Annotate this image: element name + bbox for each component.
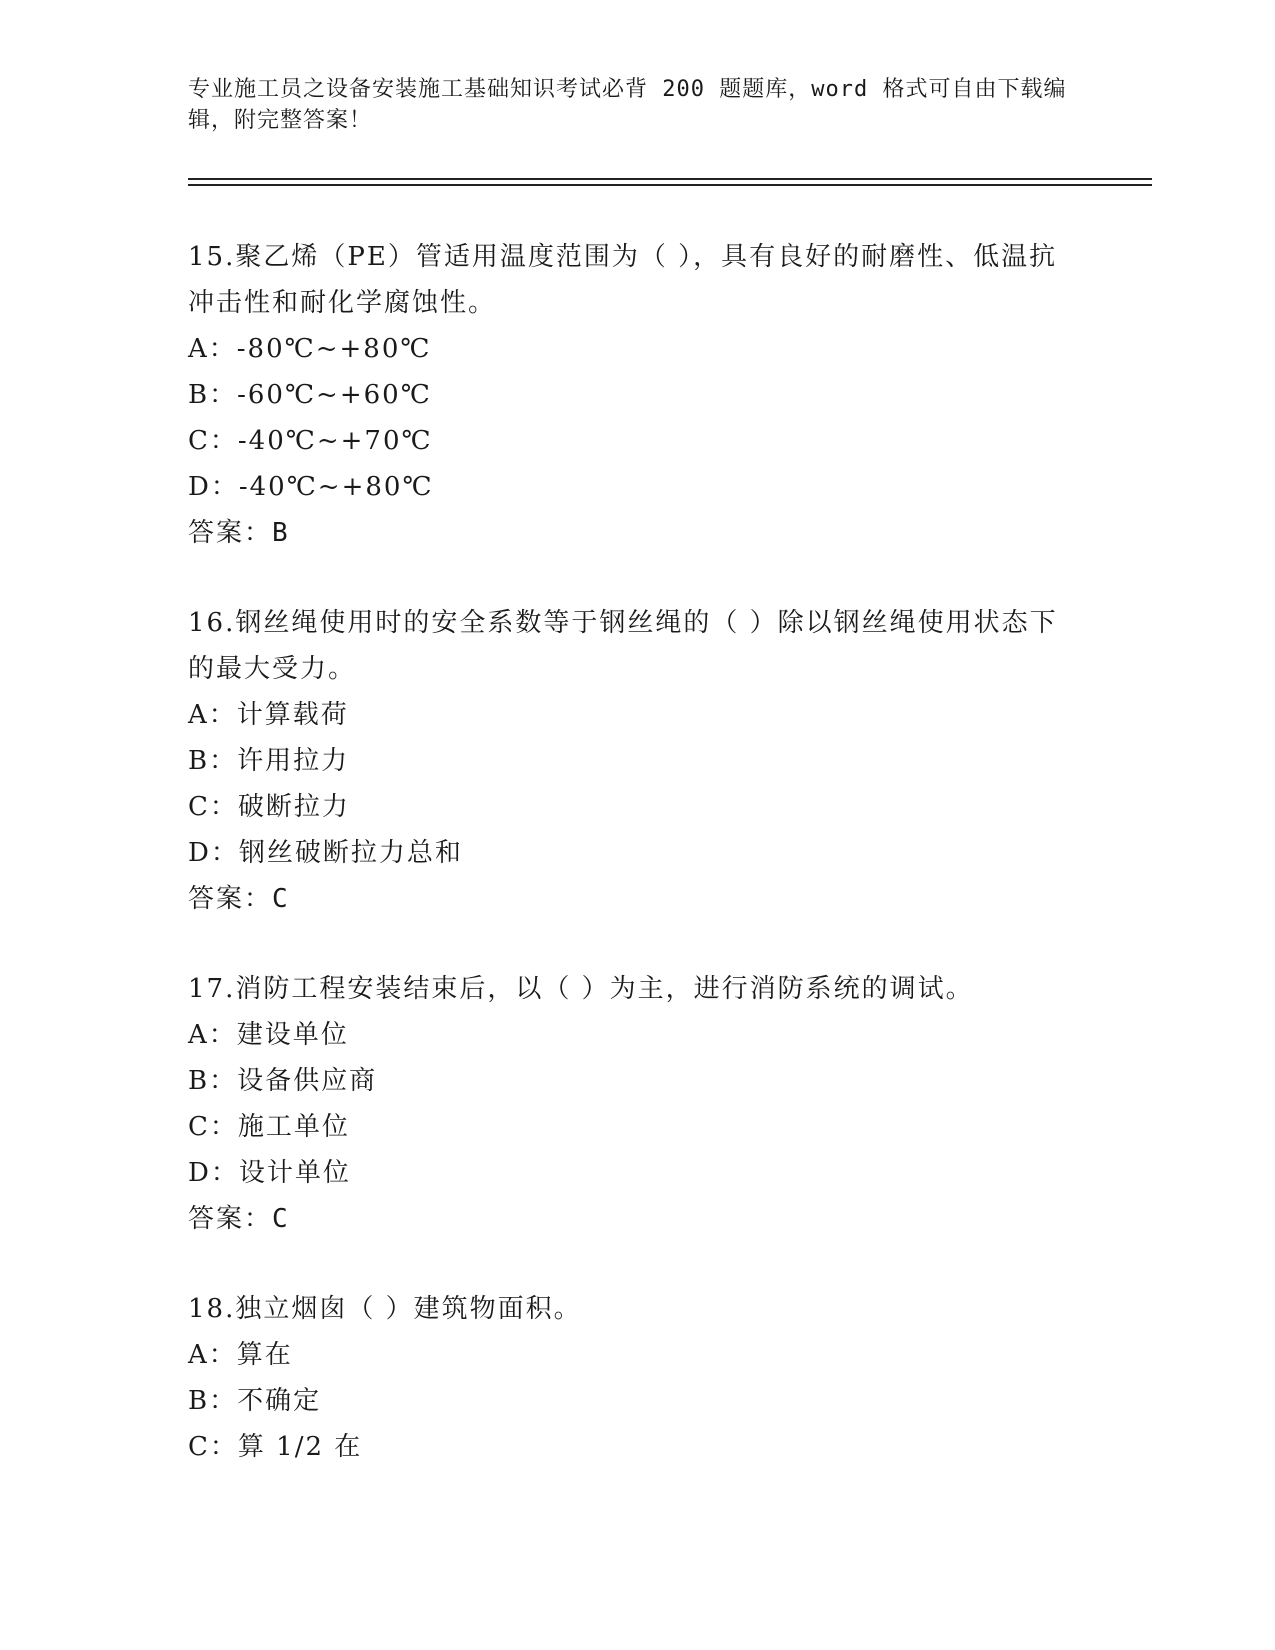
answer-line: 答案：C <box>188 884 290 914</box>
option-a: A：计算载荷 <box>188 700 349 730</box>
answer-line: 答案：B <box>188 518 290 548</box>
option-d: D：设计单位 <box>188 1158 351 1188</box>
option-b: B：不确定 <box>188 1386 322 1416</box>
question-stem: 15.聚乙烯（PE）管适用温度范围为（ ），具有良好的耐磨性、低温抗冲击性和耐化学腐蚀性。 <box>188 242 1058 318</box>
option-d: D：钢丝破断拉力总和 <box>188 838 463 868</box>
option-a: A：算在 <box>188 1340 293 1370</box>
question-17 <box>188 966 1068 1242</box>
question-18 <box>188 1286 1068 1470</box>
header-divider-bottom <box>188 184 1152 186</box>
option-c: C：施工单位 <box>188 1112 350 1142</box>
question-list <box>188 234 1068 1514</box>
option-c: C：算 1/2 在 <box>188 1432 363 1462</box>
option-b: B：-60℃~+60℃ <box>188 380 432 410</box>
option-c: C：-40℃~+70℃ <box>188 426 433 456</box>
question-stem: 16.钢丝绳使用时的安全系数等于钢丝绳的（ ）除以钢丝绳使用状态下的最大受力。 <box>188 608 1058 684</box>
question-stem: 18.独立烟囱（ ）建筑物面积。 <box>188 1294 582 1324</box>
option-a: A：-80℃~+80℃ <box>188 334 432 364</box>
header-divider-top <box>188 178 1152 180</box>
option-a: A：建设单位 <box>188 1020 349 1050</box>
document-header: 专业施工员之设备安装施工基础知识考试必背 200 题题库，word 格式可自由下载编辑，附完整答案！ <box>188 77 1067 133</box>
question-16 <box>188 600 1068 922</box>
question-stem: 17.消防工程安装结束后，以（ ）为主，进行消防系统的调试。 <box>188 974 974 1004</box>
option-b: B：许用拉力 <box>188 746 350 776</box>
question-15 <box>188 234 1068 556</box>
option-d: D：-40℃~+80℃ <box>188 472 434 502</box>
answer-line: 答案：C <box>188 1204 290 1234</box>
option-c: C：破断拉力 <box>188 792 350 822</box>
option-b: B：设备供应商 <box>188 1066 378 1096</box>
